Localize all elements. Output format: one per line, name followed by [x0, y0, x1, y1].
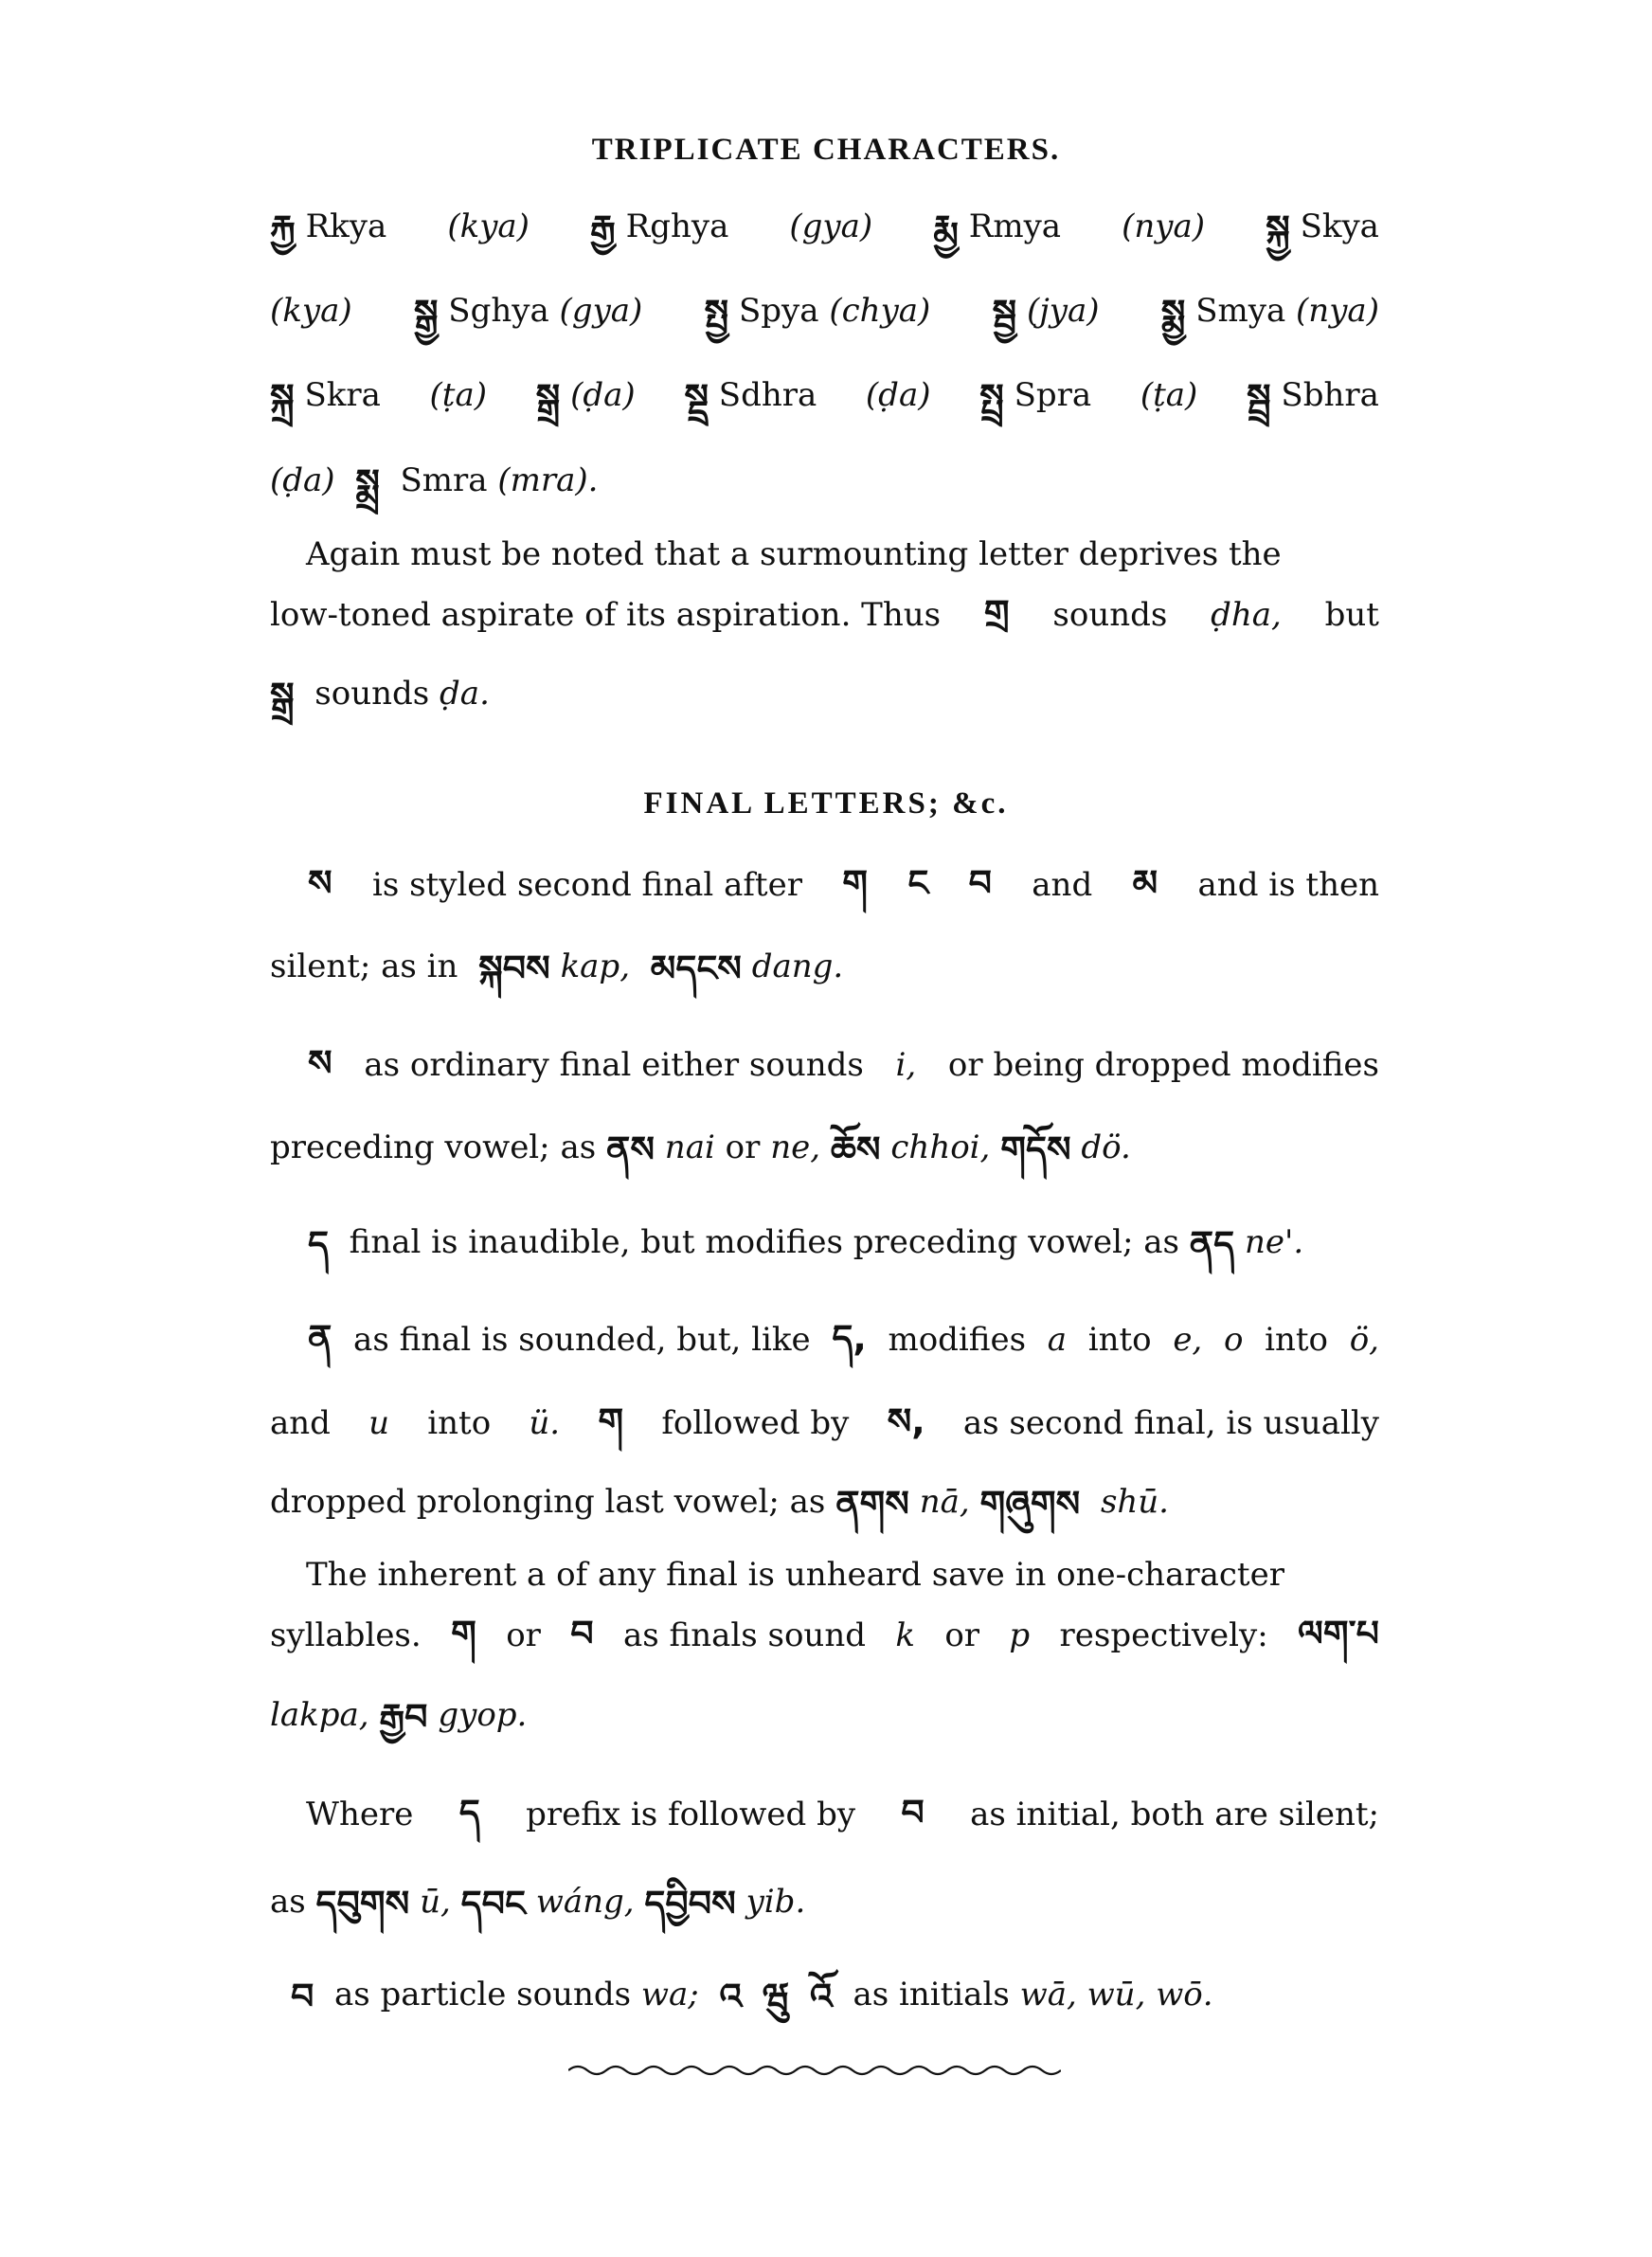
tibetan-glyph: སྐྱ — [1266, 208, 1290, 249]
pronunciation: (ḍa) — [865, 376, 931, 414]
pronunciation: dang. — [751, 948, 844, 985]
tibetan-glyph: ད — [308, 1223, 330, 1265]
paragraph-text: final is inaudible, but modifies preceding vowel; as — [349, 1223, 1179, 1261]
tibetan-glyph: གཞུགས — [979, 1483, 1081, 1525]
tibetan-glyph: ན — [308, 1317, 332, 1359]
prefix-d-line-1 — [306, 1792, 1379, 1833]
tibetan-glyph: སྨྱ — [1160, 292, 1186, 334]
triplicate-line-1 — [270, 208, 1379, 249]
tibetan-glyph: ས — [308, 1042, 332, 1084]
romanization: Rmya — [968, 208, 1062, 245]
final-n-line-2 — [270, 1400, 1379, 1442]
romanization: Skya — [1300, 208, 1379, 245]
pronunciation: p — [1009, 1616, 1031, 1654]
triplicate-line-4 — [270, 461, 1379, 503]
romanization: Spra — [1014, 376, 1092, 414]
pronunciation: gyop. — [438, 1696, 528, 1734]
tibetan-glyph: སྤྱ — [704, 292, 729, 334]
triplicate-line-3 — [270, 376, 1379, 418]
tibetan-glyph: ག — [842, 862, 869, 904]
pronunciation: (ṭa) — [429, 376, 487, 414]
pronunciation: (kya) — [270, 292, 352, 330]
heading-final-letters: FINAL LETTERS; &c. — [643, 786, 1009, 821]
tibetan-glyph: སྒྱ — [413, 292, 439, 334]
pronunciation: (mra). — [497, 461, 599, 499]
tibetan-glyph: སྦྲ — [1246, 376, 1271, 418]
tibetan-glyph: འོ — [809, 1976, 833, 2017]
tibetan-glyph: ལག་པ — [1298, 1613, 1379, 1654]
pronunciation: (gya) — [559, 292, 643, 330]
final-n-line-1 — [308, 1317, 1379, 1359]
pronunciation: (kya) — [447, 208, 530, 245]
pronunciation: (ḍa) — [270, 461, 335, 499]
paragraph-aspirate-line-2 — [270, 592, 1379, 634]
tibetan-glyph: སྤྲ — [979, 376, 1004, 418]
heading-triplicate: TRIPLICATE CHARACTERS. — [591, 133, 1061, 167]
romanization: Rkya — [305, 208, 387, 245]
tibetan-glyph: སྐྲ — [270, 376, 295, 418]
tibetan-glyph: དབུགས — [315, 1883, 410, 1924]
tibetan-glyph: དབང — [460, 1883, 526, 1924]
paragraph-text: as initials — [853, 1976, 1010, 2013]
pronunciation: (nya) — [1122, 208, 1206, 245]
tibetan-glyph: རྒྱབ — [379, 1696, 428, 1738]
pronunciation: wa; — [640, 1976, 699, 2013]
decorative-flourish — [568, 2061, 1061, 2080]
tibetan-glyph: གདོས — [1000, 1128, 1071, 1170]
final-s-ordinary-line-2 — [270, 1128, 1379, 1170]
pronunciation: yib. — [745, 1883, 806, 1921]
romanization: Skra — [304, 376, 381, 414]
romanization: Sbhra — [1281, 376, 1379, 414]
tibetan-glyph: གྲ — [983, 592, 1010, 634]
pronunciation: ne'. — [1244, 1223, 1304, 1261]
tibetan-glyph: རྐྱ — [270, 208, 296, 249]
pronunciation: kap, — [560, 948, 631, 985]
tibetan-glyph: མདངས — [650, 948, 742, 989]
tibetan-glyph: རྨྱ — [933, 208, 959, 249]
pronunciation: ḍa. — [440, 675, 490, 713]
paragraph-text: as initial, both are silent; — [970, 1796, 1379, 1833]
paragraph-text: as second final, is usually — [962, 1404, 1379, 1442]
tibetan-glyph: རྒྱ — [590, 208, 616, 249]
tibetan-glyph: ནགས — [835, 1483, 909, 1525]
tibetan-glyph: ནད — [1189, 1223, 1235, 1265]
tibetan-glyph: ད, — [832, 1317, 867, 1359]
paragraph-text: respectively: — [1059, 1616, 1268, 1654]
paragraph-aspirate-line-1 — [306, 535, 1379, 573]
romanization: Rghya — [625, 208, 729, 245]
paragraph-text: and — [270, 1404, 331, 1442]
pronunciation: (jya) — [1026, 292, 1100, 330]
tibetan-glyph: ཆོས — [830, 1128, 881, 1170]
pronunciation: ḍha, — [1211, 596, 1282, 634]
paragraph-text: into — [1265, 1321, 1329, 1359]
tibetan-glyph: སྨྲ — [355, 461, 380, 503]
tibetan-glyph: བ — [968, 862, 992, 904]
paragraph-text: Again must be noted that a surmounting letter deprives the — [306, 535, 1282, 573]
pronunciation: u — [368, 1404, 390, 1442]
pronunciation: nai — [664, 1128, 715, 1166]
tibetan-glyph: སྦྱ — [992, 292, 1017, 334]
triplicate-line-2 — [270, 292, 1379, 334]
tibetan-glyph: བ — [570, 1613, 594, 1654]
inherent-line-3 — [270, 1696, 1379, 1738]
paragraph-text: or being dropped modifies — [947, 1046, 1379, 1084]
romanization: Sghya — [448, 292, 549, 330]
pronunciation: lakpa, — [270, 1696, 369, 1734]
paragraph-text: as — [270, 1883, 306, 1921]
pronunciation: ö, — [1349, 1321, 1379, 1359]
paragraph-text: dropped prolonging last vowel; as — [270, 1483, 826, 1521]
pronunciation: ü. — [529, 1404, 561, 1442]
pronunciation: chhoi, — [890, 1128, 991, 1166]
final-n-line-3 — [270, 1483, 1379, 1525]
paragraph-text: modifies — [888, 1321, 1027, 1359]
romanization: Spya — [739, 292, 819, 330]
paragraph-text: or — [944, 1616, 980, 1654]
paragraph-text: syllables. — [270, 1616, 422, 1654]
tibetan-glyph: སྒྲ — [535, 376, 561, 418]
pronunciation: (nya) — [1296, 292, 1379, 330]
pronunciation: e, — [1173, 1321, 1203, 1359]
tibetan-glyph: སྡྲ — [684, 376, 709, 418]
tibetan-glyph: ཝུ — [762, 1976, 790, 2017]
pronunciation: ne, — [770, 1128, 821, 1166]
tibetan-glyph: ས, — [887, 1400, 925, 1442]
paragraph-text: or — [725, 1128, 761, 1166]
inherent-line-2 — [270, 1613, 1379, 1654]
paragraph-text: as ordinary final either sounds — [364, 1046, 864, 1084]
prefix-d-line-2 — [270, 1883, 1379, 1924]
tibetan-glyph: ག — [598, 1400, 624, 1442]
pronunciation: nā, — [919, 1483, 970, 1521]
paragraph-text: and — [1032, 866, 1093, 904]
paragraph-text: into — [1087, 1321, 1152, 1359]
tibetan-glyph: དབྱིབས — [644, 1883, 736, 1924]
pronunciation: dö. — [1081, 1128, 1131, 1166]
final-s-ordinary-line-1 — [308, 1042, 1379, 1084]
tibetan-glyph: བ — [901, 1792, 925, 1833]
pronunciation: wáng, — [535, 1883, 635, 1921]
pronunciation: a — [1047, 1321, 1068, 1359]
paragraph-text: followed by — [661, 1404, 850, 1442]
tibetan-glyph: ག — [451, 1613, 476, 1654]
tibetan-glyph: ད — [458, 1792, 480, 1833]
paragraph-text: Where — [306, 1796, 414, 1833]
final-s-line-1 — [308, 862, 1379, 904]
pronunciation: (chya) — [829, 292, 931, 330]
pronunciation: i, — [895, 1046, 917, 1084]
pronunciation: (gya) — [789, 208, 873, 245]
paragraph-text: as particle sounds — [333, 1976, 632, 2013]
tibetan-glyph: སྒྲ — [270, 675, 295, 716]
tibetan-glyph: བ — [291, 1976, 314, 2017]
paragraph-text: The inherent a of any final is unheard save in one-character — [306, 1556, 1284, 1594]
tibetan-glyph: ང — [907, 862, 929, 904]
inherent-line-1 — [306, 1556, 1379, 1594]
paragraph-text: preceding vowel; as — [270, 1128, 597, 1166]
pronunciation: shū. — [1100, 1483, 1169, 1521]
romanization: Sdhra — [718, 376, 817, 414]
tibetan-glyph: ནས — [605, 1128, 655, 1170]
paragraph-text: silent; as in — [270, 948, 458, 985]
tibetan-glyph: མ — [1132, 862, 1158, 904]
paragraph-text: sounds — [1052, 596, 1168, 634]
romanization: Smra — [400, 461, 488, 499]
paragraph-text: low-toned aspirate of its aspiration. Thus — [270, 596, 942, 634]
paragraph-text: sounds — [314, 675, 430, 713]
paragraph-text: but — [1324, 596, 1379, 634]
romanization: Smya — [1195, 292, 1286, 330]
pronunciation: wā, wū, wō. — [1019, 1976, 1213, 2013]
tibetan-glyph: འ — [719, 1976, 743, 2017]
paragraph-text: as final is sounded, but, like — [353, 1321, 811, 1359]
paragraph-aspirate-line-3 — [270, 675, 1379, 716]
tibetan-glyph: ས — [308, 862, 332, 904]
paragraph-text: as finals sound — [623, 1616, 866, 1654]
final-s-line-2 — [270, 948, 1379, 989]
pronunciation: o — [1223, 1321, 1244, 1359]
tibetan-glyph: སྐབས — [478, 948, 550, 989]
paragraph-text: is styled second final after — [371, 866, 802, 904]
paragraph-text: and is then — [1197, 866, 1379, 904]
paragraph-text: into — [427, 1404, 492, 1442]
pronunciation: k — [895, 1616, 915, 1654]
paragraph-text: prefix is followed by — [526, 1796, 856, 1833]
particle-w-line — [291, 1976, 1400, 2017]
pronunciation: ū, — [420, 1883, 451, 1921]
pronunciation: (ṭa) — [1140, 376, 1198, 414]
pronunciation: (ḍa) — [570, 376, 636, 414]
paragraph-text: or — [506, 1616, 541, 1654]
final-d-line — [308, 1223, 1417, 1265]
